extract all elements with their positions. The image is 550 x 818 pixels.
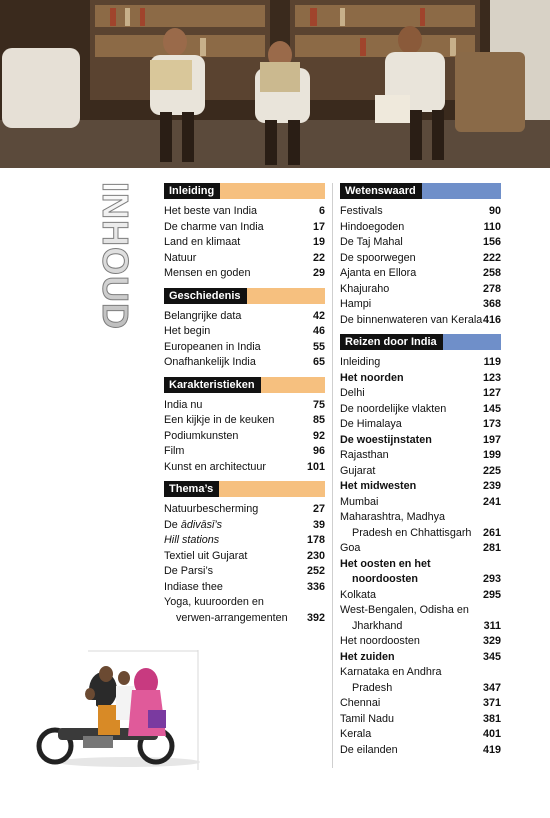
toc-entry-page: 145 [482,402,501,415]
toc-entry-page: 55 [312,340,325,353]
section-title: Karakteristieken [164,377,261,393]
toc-entry-title: Het zuiden [340,650,395,663]
toc-entry[interactable] [340,204,501,220]
toc-entry[interactable] [164,549,325,565]
page-title [93,180,143,390]
toc-entry-page: 261 [482,526,501,539]
toc-entry-page: 123 [482,371,501,384]
toc-entry-title: Hindoegoden [340,220,405,233]
toc-entry-page: 252 [306,565,325,577]
toc-entry-page: 6 [318,205,325,217]
toc-entry[interactable] [164,340,325,356]
toc-entry-title: Land en klimaat [164,236,241,248]
toc-entry-page: 22 [312,251,325,264]
svg-text:INHOUD: INHOUD [95,182,136,330]
toc-entry-title: India nu [164,398,203,411]
toc-entry[interactable] [340,433,501,449]
toc-entry-page: 336 [306,580,325,593]
toc-section [164,481,325,626]
toc-entry[interactable] [340,634,501,650]
toc-section [164,183,325,282]
toc-entry[interactable] [340,696,501,712]
toc-entry[interactable] [340,371,501,387]
toc-entry-page: 295 [482,588,501,601]
toc-entry-title: Het noordoosten [340,635,420,647]
toc-entry[interactable] [340,743,501,759]
toc-entry[interactable] [164,580,325,596]
toc-entry-title: Inleiding [340,356,381,368]
toc-entry-title: De spoorwegen [340,251,416,264]
toc-section [164,288,325,371]
section-header [340,183,501,199]
toc-entry-title: Kerala [340,728,372,740]
toc-entry-page: 110 [483,220,501,233]
toc-entry-title: Europeanen in India [164,340,261,353]
toc-entry-title: De eilanden [340,743,398,756]
toc-entry-page: 239 [482,480,501,492]
toc-entry-page: 92 [312,429,325,442]
toc-entry-title: Delhi [340,387,365,399]
toc-entry-page: 311 [483,619,501,632]
toc-entry-title: De Himalaya [340,418,402,430]
toc-entry[interactable] [340,712,501,728]
toc-entry[interactable] [340,282,501,298]
toc-entry[interactable] [164,204,325,220]
toc-entry-page: 371 [482,697,501,709]
toc-entry[interactable] [340,479,501,495]
toc-entry[interactable] [164,324,325,340]
toc-entry-page: 156 [482,236,501,248]
toc-entry-title: Goa [340,542,361,554]
toc-entry-title: Onafhankelijk India [164,356,256,368]
toc-entry-page: 392 [306,611,325,624]
toc-entry[interactable] [340,541,501,557]
toc-entry[interactable] [340,495,501,511]
toc-entry[interactable] [164,309,325,325]
toc-entry-page: 39 [312,518,325,531]
section-title: Wetenswaard [340,183,422,199]
toc-entry[interactable] [164,429,325,445]
toc-entry-page: 178 [306,534,325,546]
toc-entry-page: 345 [482,650,501,663]
toc-entry[interactable] [340,313,501,329]
toc-entry-page: 278 [482,282,501,295]
toc-left-column [164,183,325,632]
toc-entry-title: Film [164,445,185,457]
toc-entry-page: 75 [312,398,325,411]
toc-right-column [340,183,501,764]
toc-entry-title: De charme van India [164,220,264,233]
toc-entry-page: 85 [312,414,325,426]
toc-entry[interactable] [164,413,325,429]
toc-entry-title: Mensen en goden [164,267,251,279]
toc-entry-title: Het noorden [340,371,404,384]
section-title: Inleiding [164,183,220,199]
section-title: Geschiedenis [164,288,247,304]
toc-entry[interactable] [164,266,325,282]
column-divider [332,183,333,768]
toc-entry[interactable] [164,235,325,251]
toc-entry[interactable] [164,220,325,236]
toc-entry-title: Kunst en architectuur [164,460,267,473]
toc-entry[interactable] [340,235,501,251]
toc-entry[interactable] [340,448,501,464]
toc-entry-title: Jharkhand [352,619,403,632]
toc-entry-page: 329 [482,635,501,647]
toc-entry-page: 173 [482,418,501,430]
toc-entry-page: 65 [312,356,325,368]
toc-section [340,334,501,758]
toc-entry-page: 281 [482,542,501,554]
toc-entry-page: 90 [488,205,501,217]
toc-entry[interactable] [340,251,501,267]
toc-entry-title: verwen-arrangementen [176,611,288,624]
toc-entry-title: Het midwesten [340,480,417,492]
toc-entry-page: 127 [482,387,501,399]
toc-entry[interactable] [340,510,501,526]
toc-entry-page: 119 [483,356,501,368]
section-title: Reizen door India [340,334,443,350]
toc-entry-page: 199 [482,449,501,461]
toc-entry[interactable] [164,564,325,580]
toc-entry[interactable] [340,402,501,418]
toc-entry-page: 230 [306,549,325,562]
toc-entry-title: De ādivāsī’s [164,518,223,531]
toc-entry-title: Khajuraho [340,282,390,295]
toc-entry-title: De woestijnstaten [340,433,432,446]
toc-entry-title: West-Bengalen, Odisha en [340,604,469,616]
toc-entry[interactable] [340,464,501,480]
toc-entry-title: Natuurbescherming [164,503,259,515]
toc-entry-title: Maharashtra, Madhya [340,511,446,523]
toc-entry[interactable] [164,611,325,627]
toc-entry-title: Hill stations [164,534,220,546]
toc-section [164,377,325,476]
toc-entry-title: Belangrijke data [164,309,242,322]
toc-section [340,183,501,328]
toc-entry-page: 19 [312,236,325,248]
toc-entry[interactable] [340,220,501,236]
toc-entry-title: De binnenwateren van Kerala [340,313,483,326]
toc-entry-title: Rajasthan [340,449,389,461]
toc-entry-page: 419 [482,743,501,756]
toc-entry-title: De noordelijke vlakten [340,402,447,415]
section-header [164,377,325,393]
toc-entry[interactable] [164,502,325,518]
toc-entry-page: 258 [482,267,501,279]
toc-entry[interactable] [340,603,501,619]
toc-entry[interactable] [340,386,501,402]
section-header [164,481,325,497]
toc-entry-page: 29 [312,267,325,279]
toc-entry-page: 347 [482,681,501,694]
toc-entry-page: 225 [482,464,501,477]
toc-entry-page: 96 [312,445,325,457]
toc-entry-title: Podiumkunsten [164,429,239,442]
toc-entry-title: De Taj Mahal [340,236,403,248]
motorcycle-family-photo [28,650,200,770]
toc-entry-title: Tamil Nadu [340,712,395,725]
toc-entry-page: 381 [482,712,501,725]
toc-entry[interactable] [340,297,501,313]
toc-entry[interactable] [340,266,501,282]
toc-entry[interactable] [164,444,325,460]
toc-entry-page: 401 [482,728,501,740]
toc-entry-page: 241 [482,495,501,508]
toc-entry-title: noordoosten [352,573,418,585]
toc-entry[interactable] [340,417,501,433]
hero-photo [0,0,550,168]
toc-entry[interactable] [164,398,325,414]
toc-entry-title: Het oosten en het [340,557,431,570]
toc-entry-title: Indiase thee [164,580,223,593]
section-header [164,288,325,304]
toc-entry[interactable] [340,619,501,635]
toc-entry-title: Hampi [340,298,372,310]
toc-entry-page: 222 [482,251,501,264]
toc-entry-page: 197 [482,433,501,446]
toc-entry[interactable] [164,460,325,476]
toc-entry-title: Kolkata [340,588,377,601]
toc-entry-page: 27 [312,503,325,515]
toc-entry[interactable] [164,355,325,371]
toc-entry-title: Natuur [164,251,197,264]
toc-entry[interactable] [164,595,325,611]
toc-entry-title: Textiel uit Gujarat [164,549,248,562]
toc-entry[interactable] [164,533,325,549]
toc-entry-title: Pradesh [352,681,393,694]
toc-entry-title: Chennai [340,697,381,709]
toc-entry-title: Yoga, kuuroorden en [164,596,264,608]
toc-entry-title: Het beste van India [164,205,258,217]
section-header [340,334,501,350]
toc-entry[interactable] [340,572,501,588]
toc-entry-page: 101 [306,460,325,473]
toc-entry-page: 46 [312,325,325,337]
toc-entry-page: 17 [312,220,325,233]
toc-entry[interactable] [164,518,325,534]
toc-entry-title: Het begin [164,325,211,337]
toc-entry-page: 42 [312,309,325,322]
toc-entry-title: Ajanta en Ellora [340,267,417,279]
toc-entry-title: De Parsi’s [164,565,214,577]
section-header [164,183,325,199]
toc-entry[interactable] [340,526,501,542]
toc-entry-page: 293 [482,573,501,585]
toc-entry[interactable] [340,681,501,697]
toc-entry-title: Pradesh en Chhattisgarh [352,526,472,539]
toc-entry-title: Een kijkje in de keuken [164,414,275,426]
toc-entry-title: Mumbai [340,495,379,508]
toc-entry[interactable] [340,588,501,604]
toc-entry-page: 416 [482,313,501,326]
toc-entry-title: Festivals [340,205,383,217]
toc-entry-title: Gujarat [340,464,376,477]
toc-entry-title: Karnataka en Andhra [340,666,442,678]
toc-entry-page: 368 [482,298,501,310]
toc-entry[interactable] [340,727,501,743]
toc-entry[interactable] [340,557,501,573]
toc-entry[interactable] [164,251,325,267]
toc-entry[interactable] [340,665,501,681]
toc-entry[interactable] [340,355,501,371]
toc-entry[interactable] [340,650,501,666]
section-title: Thema’s [164,481,219,497]
